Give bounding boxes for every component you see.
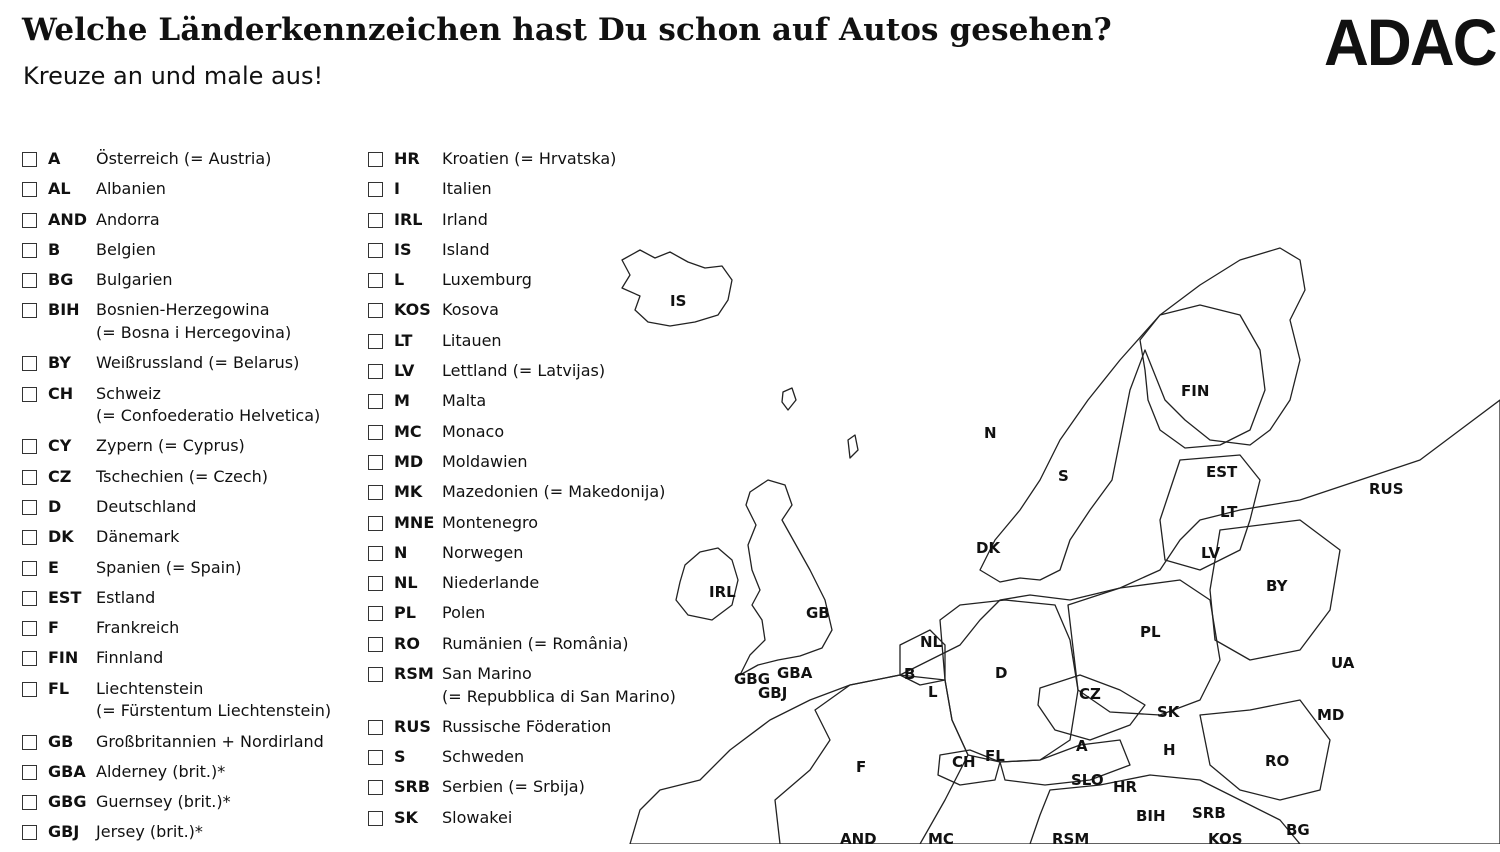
map-label-is[interactable]: IS	[670, 292, 687, 310]
country-name: Estland	[96, 587, 156, 607]
country-row-d[interactable]	[22, 496, 362, 519]
checkbox[interactable]	[22, 621, 37, 636]
checkbox[interactable]	[22, 651, 37, 666]
country-name: Island	[442, 239, 490, 259]
country-code: E	[48, 557, 59, 577]
checkbox[interactable]	[22, 795, 37, 810]
country-name: San Marino (= Repubblica di San Marino)	[442, 664, 676, 706]
country-code: F	[48, 618, 59, 638]
checkbox[interactable]	[368, 334, 383, 349]
country-name: Belgien	[96, 239, 156, 259]
checkbox[interactable]	[368, 811, 383, 826]
country-name: Andorra	[96, 209, 160, 229]
country-code: SK	[394, 807, 418, 827]
country-code: MK	[394, 482, 423, 502]
country-name: Italien	[442, 179, 492, 199]
shetland-islands	[848, 435, 858, 458]
country-code: IS	[394, 239, 412, 259]
country-name: Irland	[442, 209, 488, 229]
checkbox[interactable]	[368, 606, 383, 621]
country-name: Bulgarien	[96, 270, 173, 290]
adac-logo: ADAC	[1324, 5, 1496, 79]
checkbox[interactable]	[22, 213, 37, 228]
map-label-bg[interactable]: BG	[1286, 821, 1310, 839]
country-code: S	[394, 747, 406, 767]
country-name: Kosova	[442, 300, 499, 320]
country-name: Lettland (= Latvijas)	[442, 361, 606, 381]
great-britain-outline	[740, 480, 832, 675]
border-a	[1000, 740, 1130, 785]
map-label-s[interactable]: S	[1058, 467, 1069, 485]
country-name: Tschechien (= Czech)	[96, 466, 269, 486]
checkbox[interactable]	[22, 356, 37, 371]
map-label-mc[interactable]: MC	[928, 830, 954, 844]
country-name: Österreich (= Austria)	[96, 149, 272, 168]
country-name: Albanien	[96, 179, 166, 199]
country-code: FIN	[48, 648, 79, 668]
country-name: Mazedonien (= Makedonija)	[442, 482, 666, 502]
country-code: AND	[48, 209, 88, 229]
map-label-hr[interactable]: HR	[1113, 778, 1138, 796]
checkbox[interactable]	[368, 152, 383, 167]
country-code: FL	[48, 678, 70, 698]
country-row-cz[interactable]	[22, 466, 362, 489]
country-code: RO	[394, 633, 420, 653]
checkbox[interactable]	[368, 780, 383, 795]
checkbox[interactable]	[22, 765, 37, 780]
checkbox[interactable]	[22, 682, 37, 697]
map-label-est[interactable]: EST	[1206, 463, 1238, 481]
country-code: DK	[48, 527, 74, 547]
checkbox[interactable]	[368, 394, 383, 409]
map-label-srb[interactable]: SRB	[1192, 804, 1226, 822]
map-label-cz[interactable]: CZ	[1079, 685, 1101, 703]
country-row-gb[interactable]	[22, 731, 362, 754]
map-label-ua[interactable]: UA	[1331, 654, 1355, 672]
country-code: PL	[394, 603, 416, 623]
country-code: BIH	[48, 300, 80, 320]
country-row-est[interactable]	[22, 587, 362, 610]
checkbox[interactable]	[22, 387, 37, 402]
country-row-cy[interactable]	[22, 435, 362, 458]
country-list-left	[22, 148, 362, 852]
checkbox[interactable]	[22, 825, 37, 840]
country-code: CY	[48, 436, 72, 456]
page-subtitle: Kreuze an und male aus!	[23, 62, 324, 90]
map-label-gb[interactable]: GB	[806, 604, 830, 622]
checkbox[interactable]	[368, 243, 383, 258]
country-name: Rumänien (= România)	[442, 633, 629, 653]
country-code: HR	[394, 149, 420, 168]
country-name: Monaco	[442, 421, 505, 441]
map-label-rsm[interactable]: RSM	[1052, 830, 1090, 844]
country-row-b[interactable]	[22, 239, 362, 262]
country-code: LT	[394, 330, 413, 350]
country-row-fin[interactable]	[22, 647, 362, 670]
country-name: Kroatien (= Hrvatska)	[442, 149, 617, 168]
country-name: Finnland	[96, 648, 164, 668]
checkbox[interactable]	[368, 182, 383, 197]
map-label-sk[interactable]: SK	[1157, 703, 1180, 721]
map-label-by[interactable]: BY	[1266, 577, 1288, 595]
country-name: Montenegro	[442, 512, 539, 532]
country-code: KOS	[394, 300, 431, 320]
country-code: RSM	[394, 664, 434, 684]
country-code: LV	[394, 361, 415, 381]
map-label-pl[interactable]: PL	[1140, 623, 1161, 641]
country-code: CH	[48, 383, 74, 403]
country-row-e[interactable]	[22, 557, 362, 580]
country-row-dk[interactable]	[22, 526, 362, 549]
checkbox[interactable]	[22, 530, 37, 545]
country-code: N	[394, 542, 408, 562]
country-name: Norwegen	[442, 542, 524, 562]
country-name: Großbritannien + Nordirland	[96, 731, 324, 751]
map-label-lt[interactable]: LT	[1220, 503, 1238, 521]
map-label-d[interactable]: D	[995, 664, 1008, 682]
checkbox[interactable]	[22, 303, 37, 318]
country-name: Guernsey (brit.)*	[96, 792, 231, 812]
country-code: EST	[48, 587, 82, 607]
checkbox[interactable]	[22, 591, 37, 606]
map-label-slo[interactable]: SLO	[1071, 771, 1104, 789]
country-name: Slowakei	[442, 807, 513, 827]
country-name: Litauen	[442, 330, 502, 350]
country-name: Spanien (= Spain)	[96, 557, 242, 577]
checkbox[interactable]	[368, 364, 383, 379]
country-name: Schweden	[442, 747, 525, 767]
map-label-l[interactable]: L	[928, 683, 938, 701]
map-label-gbg[interactable]: GBG	[734, 670, 771, 688]
checkbox[interactable]	[368, 273, 383, 288]
checkbox[interactable]	[368, 546, 383, 561]
country-row-al[interactable]	[22, 178, 362, 201]
country-name: Liechtenstein (= Fürstentum Liechtenstein)	[96, 678, 332, 721]
country-code: MD	[394, 451, 424, 471]
map-label-bih[interactable]: BIH	[1136, 807, 1166, 825]
map-label-b[interactable]: B	[904, 665, 916, 683]
page-title: Welche Länderkennzeichen hast Du schon auf Autos gesehen?	[22, 12, 1112, 48]
checkbox[interactable]	[22, 152, 37, 167]
map-label-rus[interactable]: RUS	[1369, 480, 1404, 498]
checkbox[interactable]	[368, 750, 383, 765]
map-label-and[interactable]: AND	[840, 830, 877, 844]
country-name: Serbien (= Srbija)	[442, 777, 585, 797]
checkbox[interactable]	[22, 273, 37, 288]
iceland-outline	[622, 250, 732, 326]
map-label-fl[interactable]: FL	[985, 747, 1005, 765]
map-label-nl[interactable]: NL	[920, 633, 943, 651]
country-name: Zypern (= Cyprus)	[96, 436, 245, 456]
country-name: Moldawien	[442, 451, 528, 471]
country-row-a[interactable]	[22, 148, 362, 171]
checkbox[interactable]	[368, 425, 383, 440]
country-row-bih[interactable]	[22, 299, 362, 344]
country-code: B	[48, 239, 61, 259]
country-code: GB	[48, 731, 74, 751]
country-name: Luxemburg	[442, 270, 532, 290]
country-name: Frankreich	[96, 618, 180, 638]
faroe-islands	[782, 388, 796, 410]
checkbox[interactable]	[368, 516, 383, 531]
map-label-kos[interactable]: KOS	[1208, 830, 1243, 844]
checkbox[interactable]	[368, 455, 383, 470]
map-label-n[interactable]: N	[984, 424, 997, 442]
map-label-gba[interactable]: GBA	[777, 664, 813, 682]
checkbox[interactable]	[368, 303, 383, 318]
map-label-fin[interactable]: FIN	[1181, 382, 1210, 400]
checkbox[interactable]	[22, 561, 37, 576]
country-row-gbj[interactable]	[22, 821, 362, 844]
map-label-dk[interactable]: DK	[976, 539, 1001, 557]
country-code: NL	[394, 573, 418, 593]
checkbox[interactable]	[22, 735, 37, 750]
country-name: Polen	[442, 603, 486, 623]
map-label-f[interactable]: F	[856, 758, 867, 776]
map-outlines	[622, 248, 1500, 844]
map-label-ro[interactable]: RO	[1265, 752, 1290, 770]
border-ro-md	[1200, 700, 1330, 800]
map-label-lv[interactable]: LV	[1201, 544, 1221, 562]
country-code: M	[394, 391, 410, 411]
country-code: MNE	[394, 512, 435, 532]
country-row-gbg[interactable]	[22, 791, 362, 814]
checkbox[interactable]	[368, 576, 383, 591]
country-code: IRL	[394, 209, 423, 229]
map-label-h[interactable]: H	[1163, 741, 1176, 759]
checkbox[interactable]	[22, 243, 37, 258]
country-code: AL	[48, 179, 71, 199]
country-row-fl[interactable]	[22, 678, 362, 723]
country-name: Schweiz (= Confoederatio Helvetica)	[96, 383, 321, 426]
country-code: D	[48, 496, 62, 516]
country-code: A	[48, 149, 61, 168]
checkbox[interactable]	[368, 485, 383, 500]
checkbox[interactable]	[368, 667, 383, 682]
country-code: GBJ	[48, 822, 80, 842]
checkbox[interactable]	[22, 500, 37, 515]
checkbox[interactable]	[22, 439, 37, 454]
checkbox[interactable]	[22, 182, 37, 197]
country-code: GBG	[48, 792, 87, 812]
country-code: BY	[48, 353, 71, 373]
country-row-f[interactable]	[22, 617, 362, 640]
country-code: MC	[394, 421, 422, 441]
map-label-gbj[interactable]: GBJ	[758, 684, 788, 702]
checkbox[interactable]	[368, 637, 383, 652]
map-country-labels	[670, 292, 1404, 844]
country-row-gba[interactable]	[22, 761, 362, 784]
map-label-irl[interactable]: IRL	[709, 583, 736, 601]
country-row-bg[interactable]	[22, 269, 362, 292]
map-label-ch[interactable]: CH	[952, 753, 976, 771]
map-label-a[interactable]: A	[1076, 737, 1088, 755]
country-row-by[interactable]	[22, 352, 362, 375]
country-code: GBA	[48, 761, 86, 781]
country-code: SRB	[394, 777, 431, 797]
country-code: CZ	[48, 466, 72, 486]
country-name: Bosnien-Herzegowina (= Bosna i Hercegovina)	[96, 300, 292, 342]
country-name: Alderney (brit.)*	[96, 761, 226, 781]
country-row-ch[interactable]	[22, 383, 362, 428]
country-code: I	[394, 179, 400, 199]
finland-outline	[1140, 305, 1265, 448]
country-code: BG	[48, 270, 74, 290]
country-name: Jersey (brit.)*	[96, 822, 203, 842]
country-name: Russische Föderation	[442, 716, 612, 736]
country-name: Weißrussland (= Belarus)	[96, 353, 300, 373]
checkbox[interactable]	[22, 470, 37, 485]
checkbox[interactable]	[368, 213, 383, 228]
country-name: Malta	[442, 391, 487, 411]
country-name: Deutschland	[96, 496, 197, 516]
country-code: L	[394, 270, 405, 290]
map-label-md[interactable]: MD	[1317, 706, 1345, 724]
country-name: Dänemark	[96, 527, 180, 547]
country-code: RUS	[394, 716, 431, 736]
country-name: Niederlande	[442, 573, 540, 593]
checkbox[interactable]	[368, 720, 383, 735]
country-row-and[interactable]	[22, 209, 362, 232]
europe-map	[600, 100, 1500, 844]
